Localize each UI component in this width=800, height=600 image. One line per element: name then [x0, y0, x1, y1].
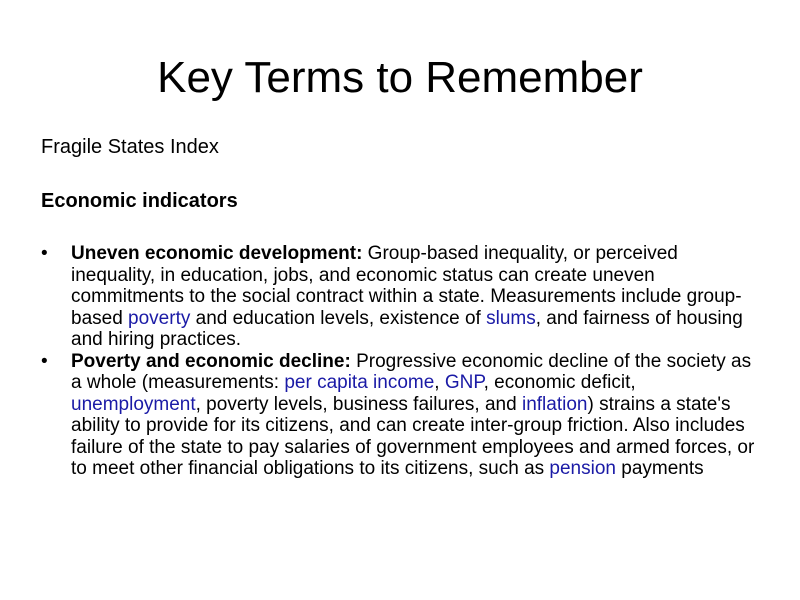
bullet-point-icon: • [41, 350, 48, 372]
section-heading: Economic indicators [41, 190, 238, 212]
link-inflation[interactable]: inflation [521, 393, 588, 415]
bullet-item-uneven-development [41, 243, 756, 351]
link-poverty[interactable]: poverty [128, 307, 191, 329]
bullet-list [41, 243, 756, 480]
link-slums[interactable]: slums [486, 307, 536, 329]
bullet-point-icon: • [41, 243, 48, 264]
link-pension[interactable]: pension [549, 458, 616, 479]
slide-title: Key Terms to Remember [157, 53, 643, 102]
bullet-term: Poverty and economic decline: [71, 350, 351, 372]
bullet-item-poverty-decline [41, 351, 756, 480]
slide-subtitle: Fragile States Index [41, 136, 219, 158]
bullet-text: and education levels, existence of [190, 307, 487, 329]
bullet-text: , poverty levels, business failures, and [195, 393, 522, 415]
link-unemployment[interactable]: unemployment [71, 393, 196, 415]
bullet-text: payments [615, 458, 704, 479]
link-gnp[interactable]: GNP [444, 372, 484, 393]
link-per-capita-income[interactable]: per capita income [284, 372, 435, 393]
bullet-text: Group-based inequality, or perceived inequality, in education, jobs, and economic status can create uneven commitments to the social contract within a state. Measurements include group-based [71, 243, 742, 329]
bullet-term: Uneven economic development: [71, 243, 363, 264]
bullet-text: ) strains a state's ability to provide for its citizens, and can create inter-group friction. Also includes failure of the state to pay salaries of government employees and armed forces, or to meet other financial obligations to its citizens, such as [71, 393, 755, 479]
bullet-text: Progressive economic decline of the society as a whole (measurements: [71, 350, 752, 393]
bullet-text: , economic deficit, [483, 372, 636, 393]
bullet-text: , [434, 372, 445, 393]
bullet-text: , and fairness of housing and hiring practices. [71, 307, 743, 350]
